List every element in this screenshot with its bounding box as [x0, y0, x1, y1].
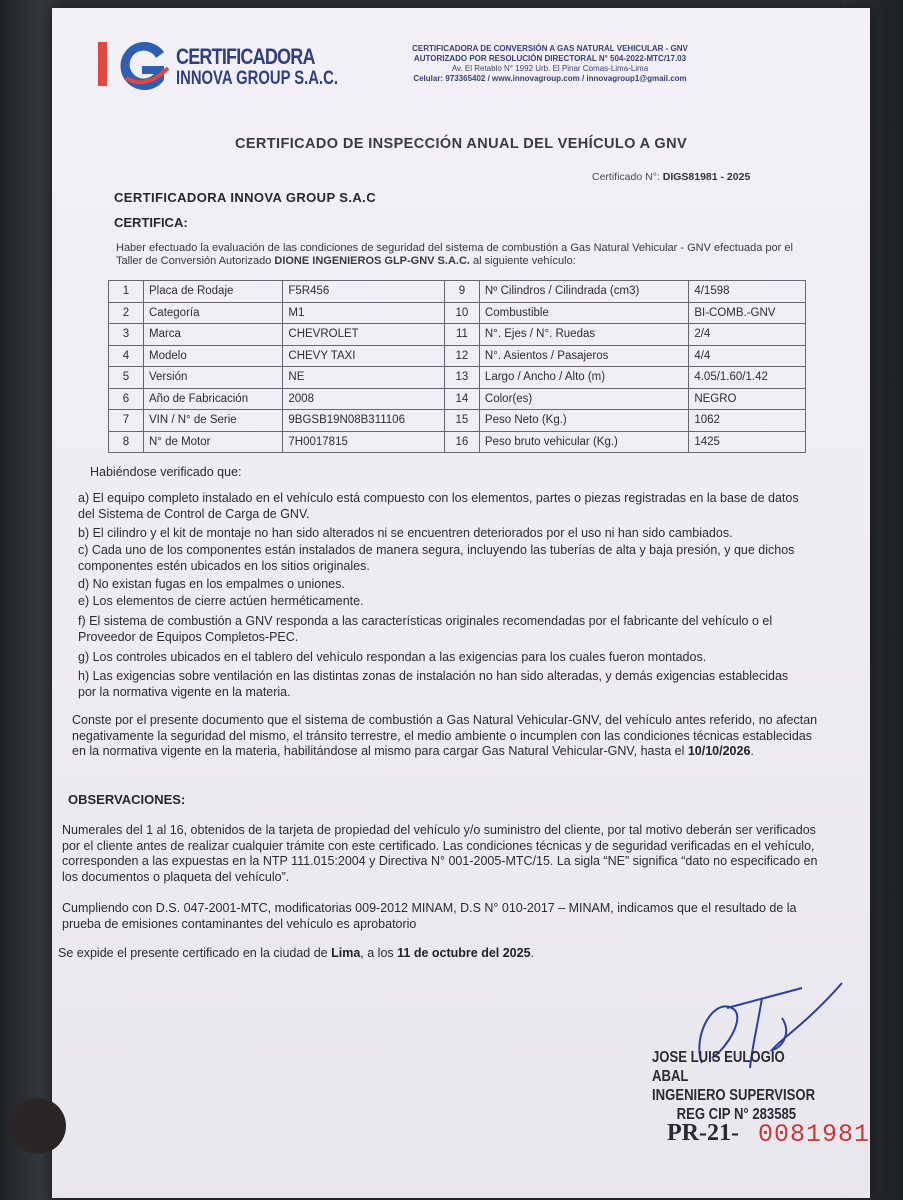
table-row [109, 281, 806, 303]
verified-heading: Habiéndose verificado que: [90, 465, 242, 479]
field-value: 1062 [689, 410, 806, 432]
verified-item-a: a) El equipo completo instalado en el vehículo está compuesto con los elementos, partes o piezas registradas en la base de datos del Sistema de Control de Carga de GNV. [78, 491, 799, 521]
table-row [109, 367, 806, 389]
row-number: 1 [109, 281, 144, 303]
conste-text: Conste por el presente documento que el sistema de combustión a Gas Natural Vehicular-GNV, del vehículo antes referido, no afectan negativamente la seguridad del mismo, el tránsito terrestre, el medio ambiente o incumplen con las condiciones técnicas establecidas en la normativa vigente en la materia, habilitándose al mismo para cargar Gas Natural Vehicular-GNV, hasta el [72, 713, 818, 758]
certificate-number [592, 171, 750, 183]
field-label: Peso Neto (Kg.) [479, 410, 688, 432]
row-number: 9 [444, 281, 479, 303]
field-label: VIN / N° de Serie [144, 410, 283, 432]
field-label: N°. Asientos / Pasajeros [479, 345, 688, 367]
conste-paragraph [72, 713, 824, 760]
verified-item-h: h) Las exigencias sobre ventilación en las distintas zonas de instalación no han sido alteradas, y demás exigencias establecidas por la normativa vigente en la materia. [78, 669, 789, 699]
verified-item-e: e) Los elementos de cierre actúen herméticamente. [78, 594, 364, 608]
verified-item-d: d) No existan fugas en los empalmes o uniones. [78, 577, 345, 591]
field-value: 7H0017815 [283, 431, 445, 453]
header-info-line1: CERTIFICADORA DE CONVERSIÓN A GAS NATURAL VEHICULAR - GNV [412, 44, 688, 53]
field-value: BI-COMB.-GNV [689, 302, 806, 324]
field-value: 2/4 [689, 324, 806, 346]
logo-text-line2: INNOVA GROUP S.A.C. [176, 68, 338, 89]
field-label: Combustible [479, 302, 688, 324]
row-number: 3 [109, 324, 144, 346]
form-code: PR-21- [667, 1120, 739, 1146]
field-label: Marca [144, 324, 283, 346]
row-number: 8 [109, 431, 144, 453]
table-row [109, 345, 806, 367]
intro-paragraph [116, 242, 796, 268]
field-label: Año de Fabricación [144, 388, 283, 410]
field-label: N° de Motor [144, 431, 283, 453]
supervisor-stamp [652, 1048, 824, 1124]
row-number: 7 [109, 410, 144, 432]
observaciones-heading: OBSERVACIONES: [68, 792, 186, 807]
field-label: N°. Ejes / N°. Ruedas [479, 324, 688, 346]
issuing-company: CERTIFICADORA INNOVA GROUP S.A.C [114, 190, 376, 205]
field-value: M1 [283, 302, 445, 324]
header-info [370, 44, 730, 84]
field-value: F5R456 [283, 281, 445, 303]
verified-item-b: b) El cilindro y el kit de montaje no han sido alterados ni se encuentren deteriorados por el uso ni han sido cambiados. [78, 526, 733, 540]
vehicle-table [108, 280, 806, 453]
issue-text-2: , a los [360, 946, 394, 960]
certificate-number-label: Certificado N°: [592, 171, 660, 183]
issue-date: 11 de octubre del 2025 [397, 946, 531, 960]
row-number: 2 [109, 302, 144, 324]
header-info-line4: Celular: 973365402 / www.innovagroup.com / innovagroup1@gmail.com [413, 74, 687, 83]
issue-city: Lima [331, 946, 361, 960]
issue-statement [58, 946, 838, 962]
header-info-line2: AUTORIZADO POR RESOLUCIÓN DIRECTORAL N° 504-2022-MTC/17.03 [413, 54, 687, 63]
field-value: 1425 [689, 431, 806, 453]
company-logo [96, 38, 338, 98]
field-value: 9BGSB19N08B311106 [283, 410, 445, 432]
row-number: 12 [444, 345, 479, 367]
row-number: 16 [444, 431, 479, 453]
certificate-number-value: DIGS81981 - 2025 [662, 171, 751, 183]
intro-text: Haber efectuado la evaluación de las condiciones de seguridad del sistema de combustión a Gas Natural Vehicular - GNV efectuada por el Taller de Conversión Autorizado [116, 242, 793, 267]
certifica-heading: CERTIFICA: [114, 215, 188, 230]
field-label: Nº Cilindros / Cilindrada (cm3) [479, 281, 688, 303]
issue-text: Se expide el presente certificado en la ciudad de [58, 946, 328, 960]
row-number: 4 [109, 345, 144, 367]
issue-end: . [530, 946, 535, 960]
verified-item-g: g) Los controles ubicados en el tablero del vehículo respondan a las exigencias para los cuales fueron montados. [78, 650, 707, 664]
supervisor-registration: REG CIP N° 283585 [676, 1106, 797, 1123]
field-value: 2008 [283, 388, 445, 410]
table-row [109, 324, 806, 346]
row-number: 13 [444, 367, 479, 389]
observaciones-paragraph-2: Cumpliendo con D.S. 047-2001-MTC, modificatorias 009-2012 MINAM, D.S N° 010-2017 – MINAM, indicamos que el resultado de la prueba de emisiones contaminantes del vehículo es aprobatorio [62, 901, 797, 931]
field-label: Color(es) [479, 388, 688, 410]
field-label: Categoría [144, 302, 283, 324]
table-row [109, 431, 806, 453]
table-row [109, 410, 806, 432]
field-label: Largo / Ancho / Alto (m) [479, 367, 688, 389]
row-number: 14 [444, 388, 479, 410]
field-value: NEGRO [689, 388, 806, 410]
field-label: Placa de Rodaje [144, 281, 283, 303]
verified-item-c: c) Cada uno de los componentes están instalados de manera segura, incluyendo las tuberías de alta y baja presión, y que dichos componentes estén ubicados en los sitios originales. [78, 543, 795, 573]
row-number: 11 [444, 324, 479, 346]
field-label: Peso bruto vehicular (Kg.) [479, 431, 688, 453]
row-number: 5 [109, 367, 144, 389]
table-row [109, 302, 806, 324]
workshop-name: DIONE INGENIEROS GLP-GNV S.A.C. [274, 255, 470, 267]
row-number: 15 [444, 410, 479, 432]
valid-until-date: 10/10/2026 [687, 744, 751, 758]
field-label: Versión [144, 367, 283, 389]
table-row [109, 388, 806, 410]
intro-text-end: al siguiente vehículo: [473, 255, 576, 267]
header-info-line3: Av. El Retablo N° 1992 Urb. El Pinar Comas-Lima-Lima [451, 64, 649, 73]
field-value: 4/1598 [689, 281, 806, 303]
supervisor-role: INGENIERO SUPERVISOR [652, 1087, 816, 1104]
supervisor-name: JOSE LUIS EULOGIO ABAL [652, 1049, 785, 1085]
field-value: NE [283, 367, 445, 389]
row-number: 10 [444, 302, 479, 324]
observaciones-paragraph-1: Numerales del 1 al 16, obtenidos de la tarjeta de propiedad del vehículo y/o suministro del cliente, por tal motivo deberán ser verificados por el cliente antes de realizar cualquier trámite con este certificado. Las condiciones técnicas y de seguridad verificadas en el vehículo, corresponden a las expuestas en la NTP 111.015:2004 y Directiva N° 001-2005-MTC/15. La sigla “NE” significa “dato no especificado en los documentos o plaqueta del vehículo”. [62, 823, 818, 884]
ig-logo-icon [96, 38, 176, 94]
certificate-sheet [52, 8, 870, 1198]
punch-hole [10, 1098, 66, 1154]
field-value: CHEVROLET [283, 324, 445, 346]
field-value: 4/4 [689, 345, 806, 367]
verified-item-f: f) El sistema de combustión a GNV responda a las características originales recomendadas por el fabricante del vehículo o el Proveedor de Equipos Completos-PEC. [78, 614, 773, 644]
field-value: CHEVY TAXI [283, 345, 445, 367]
field-value: 4.05/1.60/1.42 [689, 367, 806, 389]
serial-number: 0081981 [758, 1120, 871, 1149]
field-label: Modelo [144, 345, 283, 367]
row-number: 6 [109, 388, 144, 410]
conste-end: . [750, 744, 754, 758]
document-title: CERTIFICADO DE INSPECCIÓN ANUAL DEL VEHÍCULO A GNV [234, 136, 688, 152]
logo-text-line1: CERTIFICADORA [176, 44, 315, 69]
